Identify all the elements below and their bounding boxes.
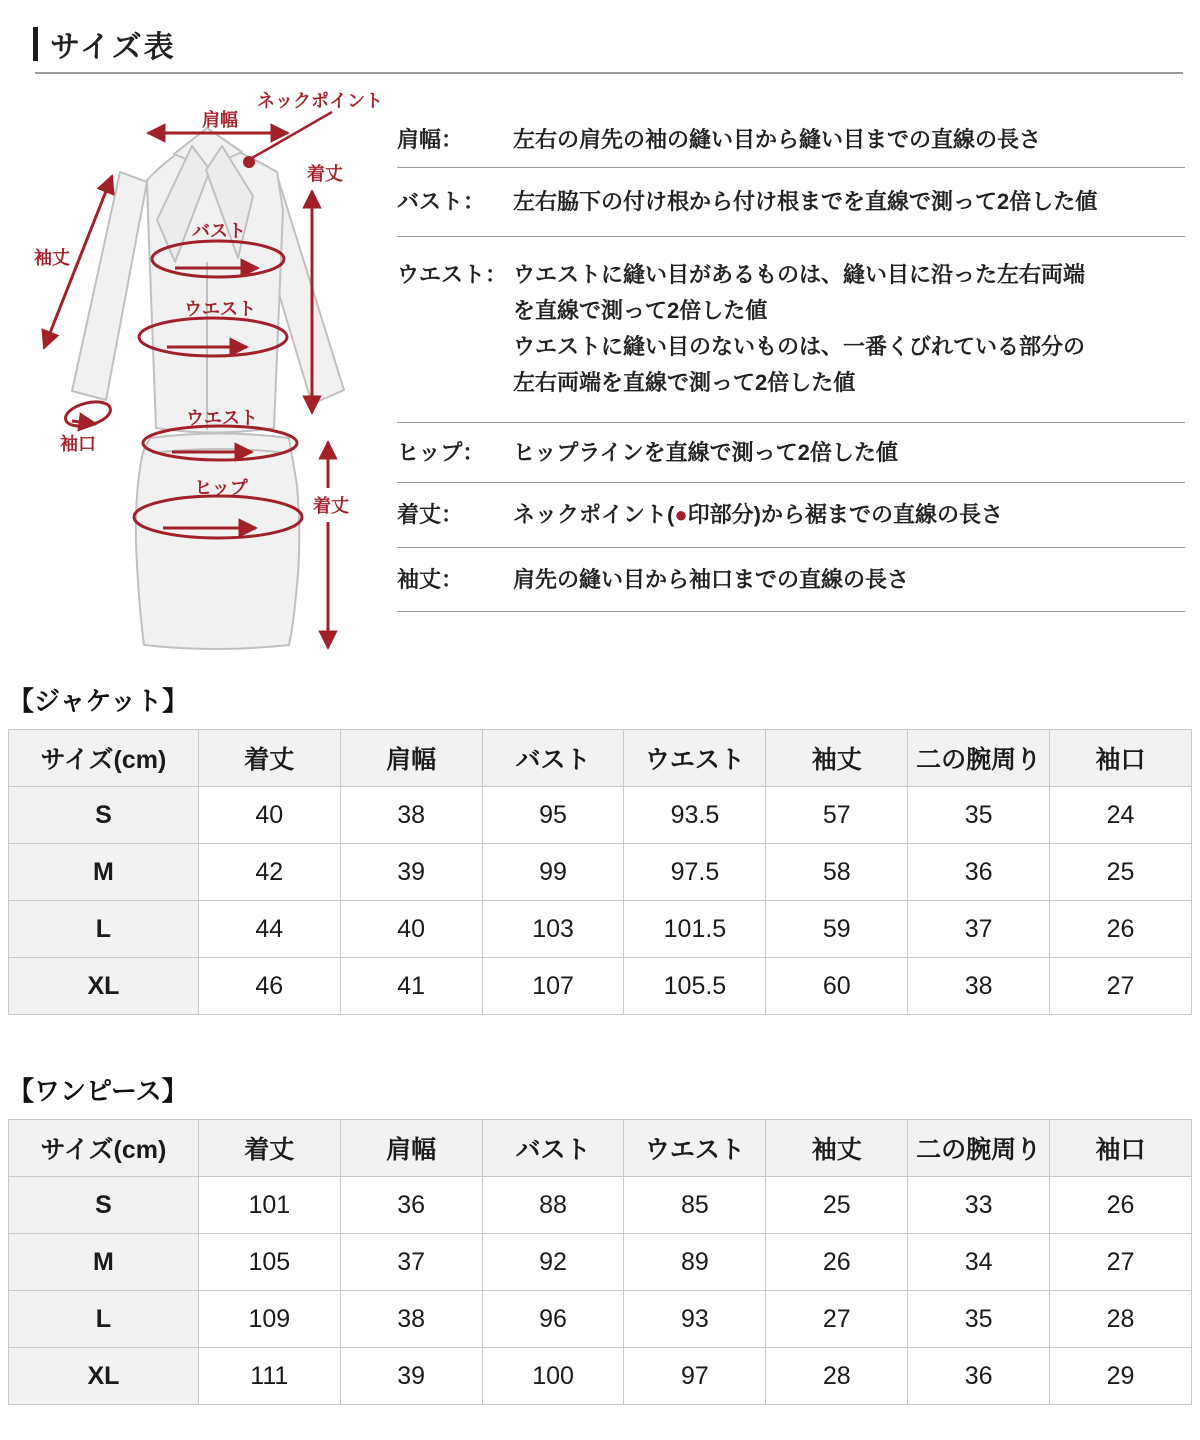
header-cell: 二の腕周り — [908, 730, 1050, 787]
value-cell: 96 — [482, 1291, 624, 1348]
size-cell: L — [9, 901, 199, 958]
value-cell: 26 — [1050, 901, 1192, 958]
value-cell: 44 — [198, 901, 340, 958]
page-title: サイズ表 — [50, 31, 176, 64]
value-cell: 107 — [482, 958, 624, 1015]
header-cell: バスト — [482, 730, 624, 787]
table-row — [9, 958, 1192, 1015]
size-cell: M — [9, 1234, 199, 1291]
definition-term: ウエスト： — [397, 262, 508, 287]
table-header-row — [9, 730, 1192, 787]
value-cell: 42 — [198, 844, 340, 901]
jacket-size-table — [8, 729, 1192, 1015]
value-cell: 99 — [482, 844, 624, 901]
value-cell: 93 — [624, 1291, 766, 1348]
value-cell: 27 — [766, 1291, 908, 1348]
value-cell: 39 — [340, 844, 482, 901]
header-cell: 肩幅 — [340, 1120, 482, 1177]
cuff-arrow — [72, 421, 96, 424]
page-header — [33, 22, 176, 66]
definition-line: ヒップラインを直線で測って2倍した値 — [513, 440, 898, 465]
value-cell: 25 — [766, 1177, 908, 1234]
value-cell: 60 — [766, 958, 908, 1015]
definition-row — [397, 113, 1185, 168]
waist-label-skirt: ウエスト — [186, 408, 258, 428]
bust-label: バスト — [192, 221, 246, 241]
jacket-table-title: 【ジャケット】 — [8, 686, 189, 716]
header-cell: 袖丈 — [766, 730, 908, 787]
onepiece-table-title: 【ワンピース】 — [8, 1076, 188, 1106]
value-cell: 111 — [198, 1348, 340, 1405]
header-cell: 袖口 — [1050, 730, 1192, 787]
size-diagram — [0, 85, 420, 665]
value-cell: 36 — [908, 844, 1050, 901]
header-cell: 着丈 — [198, 1120, 340, 1177]
definition-line: 左右両端を直線で測って2倍した値 — [513, 370, 856, 395]
header-cell: 肩幅 — [340, 730, 482, 787]
onepiece-size-table — [8, 1119, 1192, 1405]
table-row — [9, 901, 1192, 958]
table-header-row — [9, 1120, 1192, 1177]
value-cell: 34 — [908, 1234, 1050, 1291]
value-cell: 101 — [198, 1177, 340, 1234]
definition-term: ヒップ： — [397, 440, 485, 465]
value-cell: 37 — [340, 1234, 482, 1291]
definition-row — [397, 168, 1185, 237]
value-cell: 41 — [340, 958, 482, 1015]
header-cell: 袖口 — [1050, 1120, 1192, 1177]
value-cell: 40 — [198, 787, 340, 844]
definition-line: ウエストに縫い目のないものは、一番くびれている部分の — [513, 334, 1086, 359]
size-cell: S — [9, 1177, 199, 1234]
value-cell: 103 — [482, 901, 624, 958]
value-cell: 35 — [908, 787, 1050, 844]
value-cell: 38 — [340, 787, 482, 844]
header-cell: ウエスト — [624, 1120, 766, 1177]
title-underline — [35, 72, 1183, 74]
hip-label: ヒップ — [194, 478, 248, 498]
definition-line: 左右の肩先の袖の縫い目から縫い目までの直線の長さ — [513, 127, 1042, 152]
definition-term: 袖丈： — [397, 567, 464, 592]
definition-row — [397, 548, 1185, 612]
value-cell: 58 — [766, 844, 908, 901]
definition-desc — [513, 184, 1185, 220]
table-row — [9, 787, 1192, 844]
header-cell: 着丈 — [198, 730, 340, 787]
definition-term: 着丈： — [397, 502, 464, 527]
header-cell: 二の腕周り — [908, 1120, 1050, 1177]
size-cell: L — [9, 1291, 199, 1348]
value-cell: 105 — [198, 1234, 340, 1291]
table-row — [9, 1177, 1192, 1234]
definition-desc — [513, 435, 1185, 471]
table-row — [9, 1348, 1192, 1405]
value-cell: 101.5 — [624, 901, 766, 958]
definition-row — [397, 423, 1185, 483]
definition-desc — [513, 497, 1185, 533]
value-cell: 89 — [624, 1234, 766, 1291]
value-cell: 29 — [1050, 1348, 1192, 1405]
value-cell: 97.5 — [624, 844, 766, 901]
definition-desc — [513, 562, 1185, 598]
value-cell: 38 — [908, 958, 1050, 1015]
value-cell: 59 — [766, 901, 908, 958]
table-row — [9, 1291, 1192, 1348]
value-cell: 92 — [482, 1234, 624, 1291]
definition-desc — [513, 257, 1185, 401]
jacket-section — [8, 686, 1192, 1015]
onepiece-section — [8, 1076, 1192, 1405]
definition-line: 肩先の縫い目から袖口までの直線の長さ — [513, 567, 910, 592]
value-cell: 36 — [908, 1348, 1050, 1405]
value-cell: 37 — [908, 901, 1050, 958]
value-cell: 109 — [198, 1291, 340, 1348]
value-cell: 105.5 — [624, 958, 766, 1015]
value-cell: 95 — [482, 787, 624, 844]
size-cell: XL — [9, 958, 199, 1015]
waist-label-jacket: ウエスト — [184, 299, 256, 319]
definition-term: 肩幅： — [397, 127, 464, 152]
header-cell: バスト — [482, 1120, 624, 1177]
definitions-list — [397, 113, 1185, 612]
definition-line: 左右脇下の付け根から付け根までを直線で測って2倍した値 — [513, 189, 1098, 214]
definition-row — [397, 237, 1185, 423]
table-row — [9, 844, 1192, 901]
jacket-left-sleeve — [72, 172, 147, 400]
sleeve-length-label: 袖丈 — [34, 248, 70, 268]
value-cell: 46 — [198, 958, 340, 1015]
cuff-ellipse — [63, 398, 113, 430]
definition-line: ウエストに縫い目があるものは、縫い目に沿った左右両端 — [513, 262, 1086, 287]
header-cell: 袖丈 — [766, 1120, 908, 1177]
skirt-length-label: 着丈 — [313, 496, 349, 516]
definition-line: を直線で測って2倍した値 — [513, 298, 768, 323]
value-cell: 28 — [766, 1348, 908, 1405]
cuff-label: 袖口 — [60, 434, 96, 454]
value-cell: 24 — [1050, 787, 1192, 844]
size-cell: M — [9, 844, 199, 901]
value-cell: 93.5 — [624, 787, 766, 844]
value-cell: 57 — [766, 787, 908, 844]
title-accent-bar — [33, 27, 38, 61]
neck-point-leader — [250, 112, 332, 159]
value-cell: 36 — [340, 1177, 482, 1234]
neck-point-label: ネックポイント — [257, 91, 383, 111]
definition-row — [397, 483, 1185, 548]
value-cell: 27 — [1050, 1234, 1192, 1291]
header-cell: ウエスト — [624, 730, 766, 787]
definition-line: ネックポイント(●印部分)から裾までの直線の長さ — [513, 502, 1003, 527]
value-cell: 39 — [340, 1348, 482, 1405]
definition-term: バスト： — [397, 189, 486, 214]
value-cell: 26 — [766, 1234, 908, 1291]
value-cell: 97 — [624, 1348, 766, 1405]
value-cell: 25 — [1050, 844, 1192, 901]
table-row — [9, 1234, 1192, 1291]
size-cell: S — [9, 787, 199, 844]
value-cell: 26 — [1050, 1177, 1192, 1234]
definition-desc — [513, 122, 1185, 158]
neck-point-dot — [243, 156, 255, 168]
value-cell: 27 — [1050, 958, 1192, 1015]
jacket-length-label: 着丈 — [307, 164, 343, 184]
header-cell: サイズ(cm) — [9, 1120, 199, 1177]
value-cell: 88 — [482, 1177, 624, 1234]
value-cell: 28 — [1050, 1291, 1192, 1348]
header-cell: サイズ(cm) — [9, 730, 199, 787]
value-cell: 33 — [908, 1177, 1050, 1234]
skirt-outline — [136, 434, 299, 650]
value-cell: 100 — [482, 1348, 624, 1405]
shoulder-width-label: 肩幅 — [202, 110, 238, 130]
garment-outline — [72, 128, 344, 649]
value-cell: 85 — [624, 1177, 766, 1234]
neck-point-dot-inline: ● — [674, 502, 688, 527]
value-cell: 38 — [340, 1291, 482, 1348]
value-cell: 35 — [908, 1291, 1050, 1348]
value-cell: 40 — [340, 901, 482, 958]
size-cell: XL — [9, 1348, 199, 1405]
